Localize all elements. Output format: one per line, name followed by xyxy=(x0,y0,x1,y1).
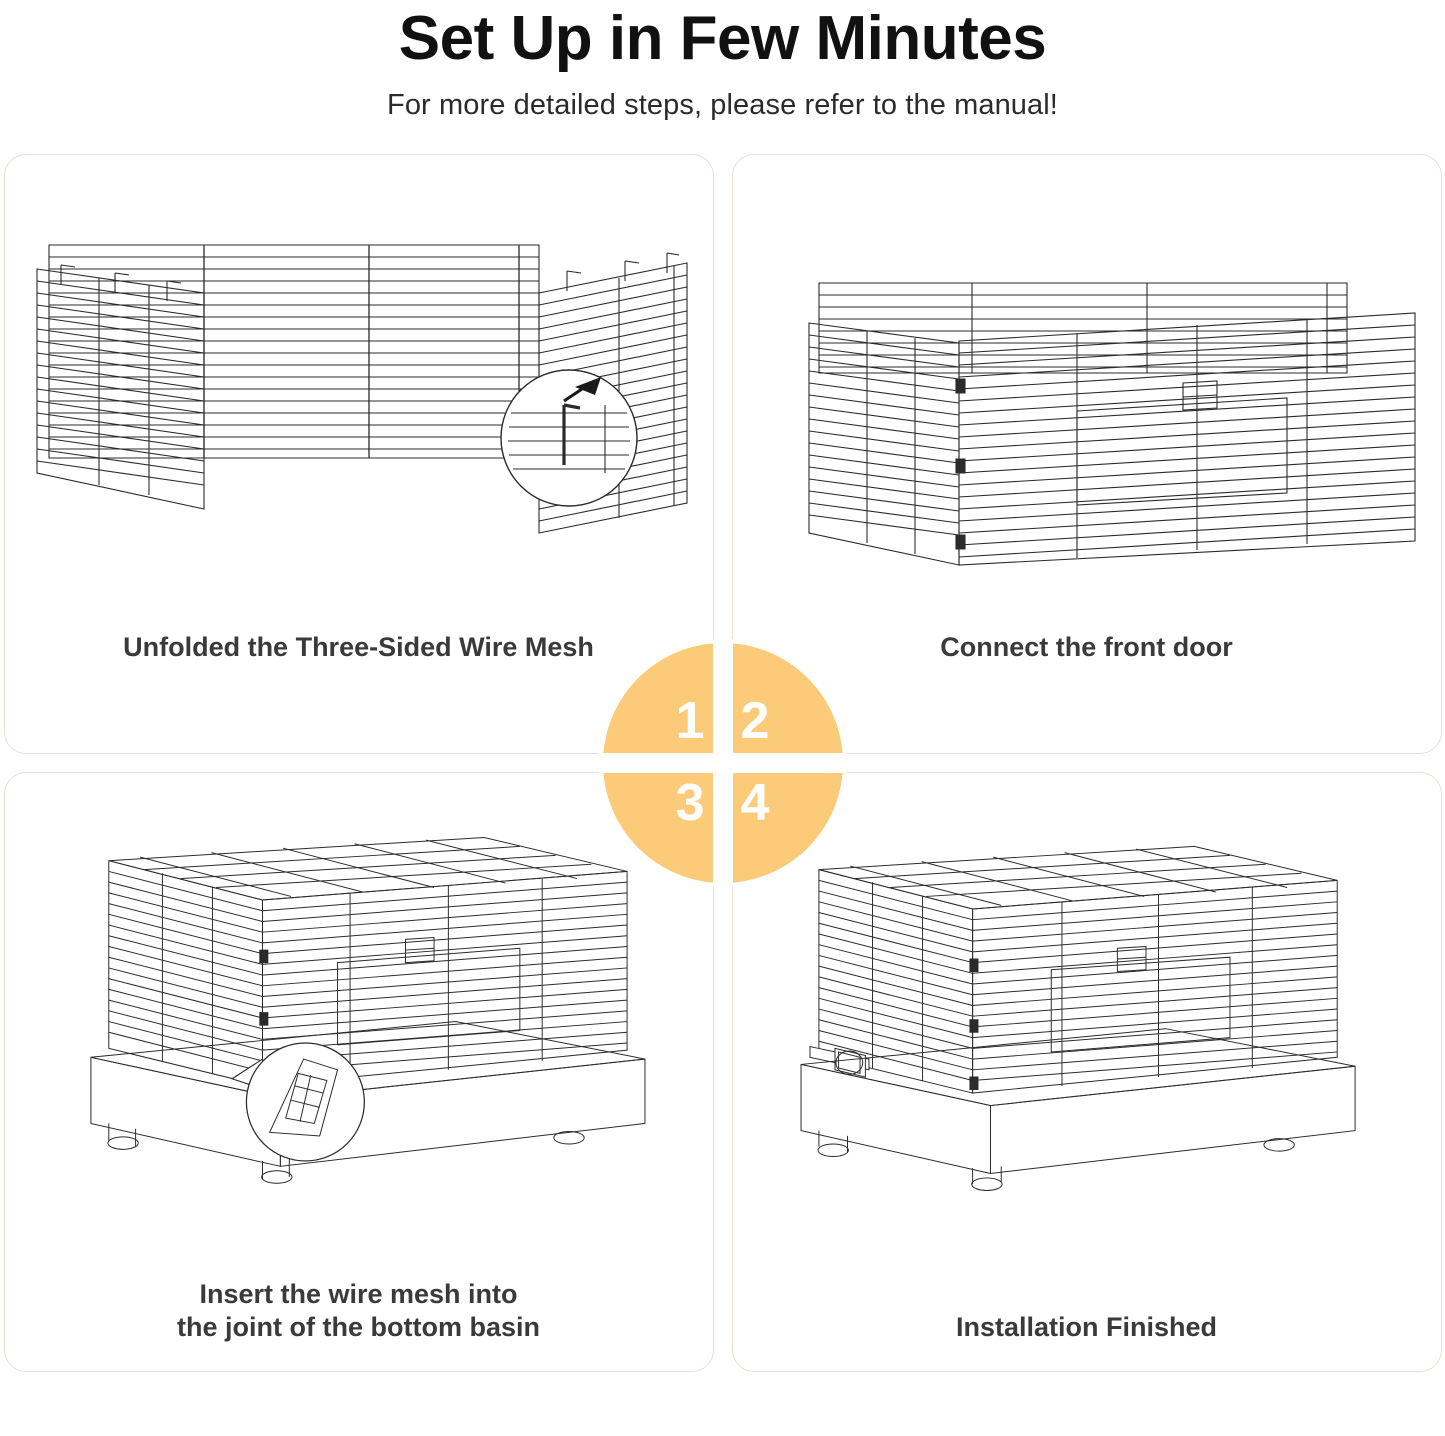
page-title: Set Up in Few Minutes xyxy=(398,4,1047,73)
step-number-3: 3 xyxy=(603,763,723,883)
step-card-3 xyxy=(4,772,714,1372)
page-header xyxy=(14,0,1431,122)
step-caption-2: Connect the front door xyxy=(940,632,1233,663)
step-caption-3 xyxy=(5,1278,713,1346)
finished-cage-illustration xyxy=(747,791,1427,1211)
step-card-4 xyxy=(732,772,1442,1372)
step-caption-1: Unfolded the Three-Sided Wire Mesh xyxy=(123,632,594,663)
step-caption-3-line2: the joint of the bottom basin xyxy=(177,1312,540,1343)
page-subtitle: For more detailed steps, please refer to the manual! xyxy=(387,89,1058,122)
badge-gutter-vertical xyxy=(713,639,733,887)
three-sided-wire-mesh-unfolded-illustration xyxy=(19,173,699,593)
front-door-panel-attached-illustration xyxy=(747,173,1427,593)
basin-joint-zoom-circle xyxy=(232,1043,364,1161)
step-card-2 xyxy=(732,154,1442,754)
hook-tab-zoom-circle xyxy=(501,370,637,506)
step-caption-3-line1: Insert the wire mesh into xyxy=(199,1278,518,1309)
step-number-2: 2 xyxy=(723,643,843,763)
cage-inserted-into-basin-illustration xyxy=(19,791,699,1211)
step-number-4: 4 xyxy=(723,763,843,883)
badge-gutter-horizontal xyxy=(599,753,847,773)
step-caption-4: Installation Finished xyxy=(955,1312,1218,1343)
steps-grid xyxy=(14,154,1431,1372)
step-card-1 xyxy=(4,154,714,754)
step-number-1: 1 xyxy=(603,643,723,763)
